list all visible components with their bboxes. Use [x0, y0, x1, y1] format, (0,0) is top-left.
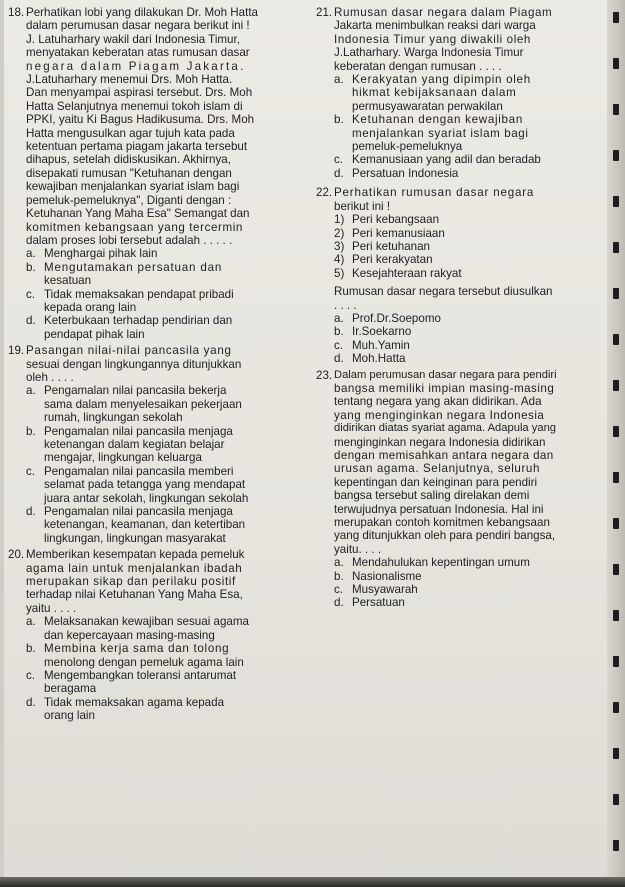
list-item: 1) Peri kebangsaan [334, 213, 440, 227]
right-column [316, 6, 608, 613]
list-item: 3) Peri ketuhanan [334, 239, 430, 253]
binding-hole [613, 242, 619, 253]
binding-hole [613, 472, 619, 483]
binding-hole [613, 610, 619, 621]
binding-hole [613, 380, 619, 391]
question-stem: Perhatikan rumusan dasar negara berikut ini ! 1) Peri kebangsaan 2) Peri kemanusiaan 3) Peri ketuhanan 4) Peri kerakyatan 5) Kesejahteraan rakyat Rumusan dasar negara tersebut diusulkan . . . . a. Prof.Dr.Soepomo b. Ir.Soekarno c. Muh.Yamin d. Moh.Hatta [334, 186, 608, 365]
question-stem: Pasangan nilai-nilai pancasila yang sesuai dengan lingkungannya ditunjukkan oleh . . . . a. Pengamalan nilai pancasila bekerja sama dalam menyelesaikan pekerjaan rumah, lingkungan sekolah b. Pengamalan nilai pancasila menjaga ketenangan dalam kegiatan belajar mengajar, lingkungan keluarga c. Pengamalan nilai pancasila memberi selamat pada tetangga yang mendapat juara antar sekolah, lingkungan sekolah d. Pengamalan nilai pancasila menjaga ketenangan, keamanan, dan ketertiban lingkungan, lingkungan masyarakat [26, 344, 306, 545]
question-stem: Perhatikan lobi yang dilakukan Dr. Moh Hatta dalam perumusan dasar negara berikut ini ! J. Latuharhary wakil dari Indonesia Timur, menyatakan keberatan atas rumusan dasar negara dalam Piagam Jakarta. J.Latuharhary menemui Drs. Moh Hatta. Dan menyampai aspirasi tersebut. Drs. Moh Hatta Selanjutnya menemui tokoh islam di PPKI, yaitu Ki Bagus Hadikusuma. Drs. Moh Hatta mengusulkan agar tujuh kata pada ketentuan pertama piagam jakarta tersebut dihapus, setelah didiskusikan. Akhirnya, disepakati rumusan "Ketuhanan dengan kewajiban menjalankan syariat islam bagi pemeluk-pemeluknya", Diganti dengan : Ketuhanan Yang Maha Esa" Semangat dan komitmen kebangsaan yang tercermin dalam proses lobi tersebut adalah . . . . . a. Menghargai pihak lain b. Mengutamakan persatuan dan kesatuan c. Tidak memaksakan pendapat pribadi kepada orang lain d. Keterbukaan terhadap pendirian dan pendapat pihak lain [26, 6, 306, 341]
page-binding-edge [607, 0, 625, 887]
option-b: b. Pengamalan nilai pancasila menjaga ketenangan dalam kegiatan belajar mengajar, lingkungan keluarga [26, 424, 233, 465]
binding-hole [613, 288, 619, 299]
option-a: a. Melaksanakan kewajiban sesuai agama dan kepercayaan masing-masing [26, 615, 249, 642]
question-number: 18. [8, 6, 25, 19]
binding-hole [613, 794, 619, 805]
option-d: d. Pengamalan nilai pancasila menjaga ketenangan, keamanan, dan ketertiban lingkungan, lingkungan masyarakat [26, 505, 246, 545]
option-d: d. Keterbukaan terhadap pendirian dan pendapat pihak lain [26, 314, 233, 341]
question-stem: Memberikan kesempatan kepada pemeluk agama lain untuk menjalankan ibadah merupakan sikap dan perilaku positif terhadap nilai Ketuhanan Yang Maha Esa, yaitu . . . . a. Melaksanakan kewajiban sesuai agama dan kepercayaan masing-masing b. Membina kerja sama dan tolong menolong dengan pemeluk agama lain c. Mengembangkan toleransi antarumat beragama d. Tidak memaksakan agama kepada orang lain [26, 548, 306, 722]
binding-hole [613, 334, 619, 345]
question-21 [316, 6, 608, 180]
option-a: a. Menghargai pihak lain [26, 247, 158, 261]
page-bottom-edge [0, 877, 625, 887]
binding-hole [613, 426, 619, 437]
option-b: b. Nasionalisme [334, 569, 422, 583]
option-c: c. Tidak memaksakan pendapat pribadi kepada orang lain [26, 287, 234, 314]
question-22 [316, 186, 608, 365]
question-18 [8, 6, 306, 341]
question-number: 23. [316, 368, 333, 382]
list-item: 4) Peri kerakyatan [334, 253, 433, 267]
option-a: a. Pengamalan nilai pancasila bekerja sama dalam menyelesaikan pekerjaan rumah, lingkungan sekolah [26, 384, 242, 425]
option-d: d. Persatuan [334, 596, 405, 610]
option-b: b. Mengutamakan persatuan dan kesatuan [26, 260, 223, 288]
left-column [8, 6, 306, 726]
option-c: c. Mengembangkan toleransi antarumat beragama [26, 668, 237, 696]
binding-hole [613, 104, 619, 115]
list-item: 5) Kesejahteraan rakyat [334, 266, 462, 280]
question-19 [8, 344, 306, 545]
binding-hole [613, 196, 619, 207]
question-stem: Rumusan dasar negara dalam Piagam Jakarta menimbulkan reaksi dari warga Indonesia Timur yang diwakili oleh J.Latharhary. Warga Indonesia Timur keberatan dengan rumusan . . . . a. Kerakyatan yang dipimpin oleh hikmat kebijaksanaan dalam permusyawaratan perwakilan b. Ketuhanan dengan kewajiban menjalankan syariat islam bagi pemeluk-pemeluknya c. Kemanusiaan yang adil dan beradab d. Persatuan Indonesia [334, 6, 608, 180]
question-number: 19. [8, 344, 25, 358]
option-a: a. Prof.Dr.Soepomo [334, 311, 441, 325]
binding-hole [613, 840, 619, 851]
question-20 [8, 548, 306, 722]
binding-hole [613, 656, 619, 667]
option-d: d. Moh.Hatta [334, 352, 406, 366]
option-c: c. Musyawarah [334, 583, 418, 597]
option-b: b. Membina kerja sama dan tolong menolong dengan pemeluk agama lain [26, 642, 244, 669]
question-23 [316, 369, 608, 610]
page-left-edge [0, 0, 4, 887]
binding-hole [613, 518, 619, 529]
option-c: c. Muh.Yamin [334, 338, 410, 352]
list-item: 2) Peri kemanusiaan [334, 226, 445, 240]
option-b: b. Ketuhanan dengan kewajiban menjalankan syariat islam bagi pemeluk-pemeluknya [334, 113, 529, 154]
option-a: a. Kerakyatan yang dipimpin oleh hikmat kebijaksanaan dalam permusyawaratan perwakilan [334, 73, 531, 113]
binding-hole [613, 58, 619, 69]
question-number: 20. [8, 548, 25, 562]
option-d: d. Tidak memaksakan agama kepada orang lain [26, 695, 225, 723]
question-stem: Dalam perumusan dasar negara para pendiri bangsa memiliki impian masing-masing tentang negara yang akan didirikan. Ada yang menginginkan negara Indonesia didirikan diatas syariat agama. Adapula yang menginginkan negara Indonesia didirikan dengan memisahkan antara negara dan urusan agama. Selanjutnya, seluruh kepentingan dan keinginan para pendiri bangsa tersebut saling direlakan demi terwujudnya persatuan Indonesia. Hal ini merupakan contoh komitmen kebangsaan yang ditunjukkan oleh para pendiri bangsa, yaitu. . . . a. Mendahulukan kepentingan umum b. Nasionalisme c. Musyawarah d. Persatuan [334, 369, 608, 610]
option-d: d. Persatuan Indonesia [334, 166, 459, 180]
binding-hole [613, 12, 619, 23]
binding-hole [613, 702, 619, 713]
option-b: b. Ir.Soekarno [334, 325, 412, 339]
binding-hole [613, 150, 619, 161]
question-number: 21. [316, 6, 333, 19]
option-a: a. Mendahulukan kepentingan umum [334, 556, 530, 570]
binding-hole [613, 748, 619, 759]
option-c: c. Pengamalan nilai pancasila memberi selamat pada tetangga yang mendapat juara antar sekolah, lingkungan sekolah [26, 464, 249, 505]
question-number: 22. [316, 186, 333, 200]
option-c: c. Kemanusiaan yang adil dan beradab [334, 153, 541, 167]
binding-hole [613, 564, 619, 575]
